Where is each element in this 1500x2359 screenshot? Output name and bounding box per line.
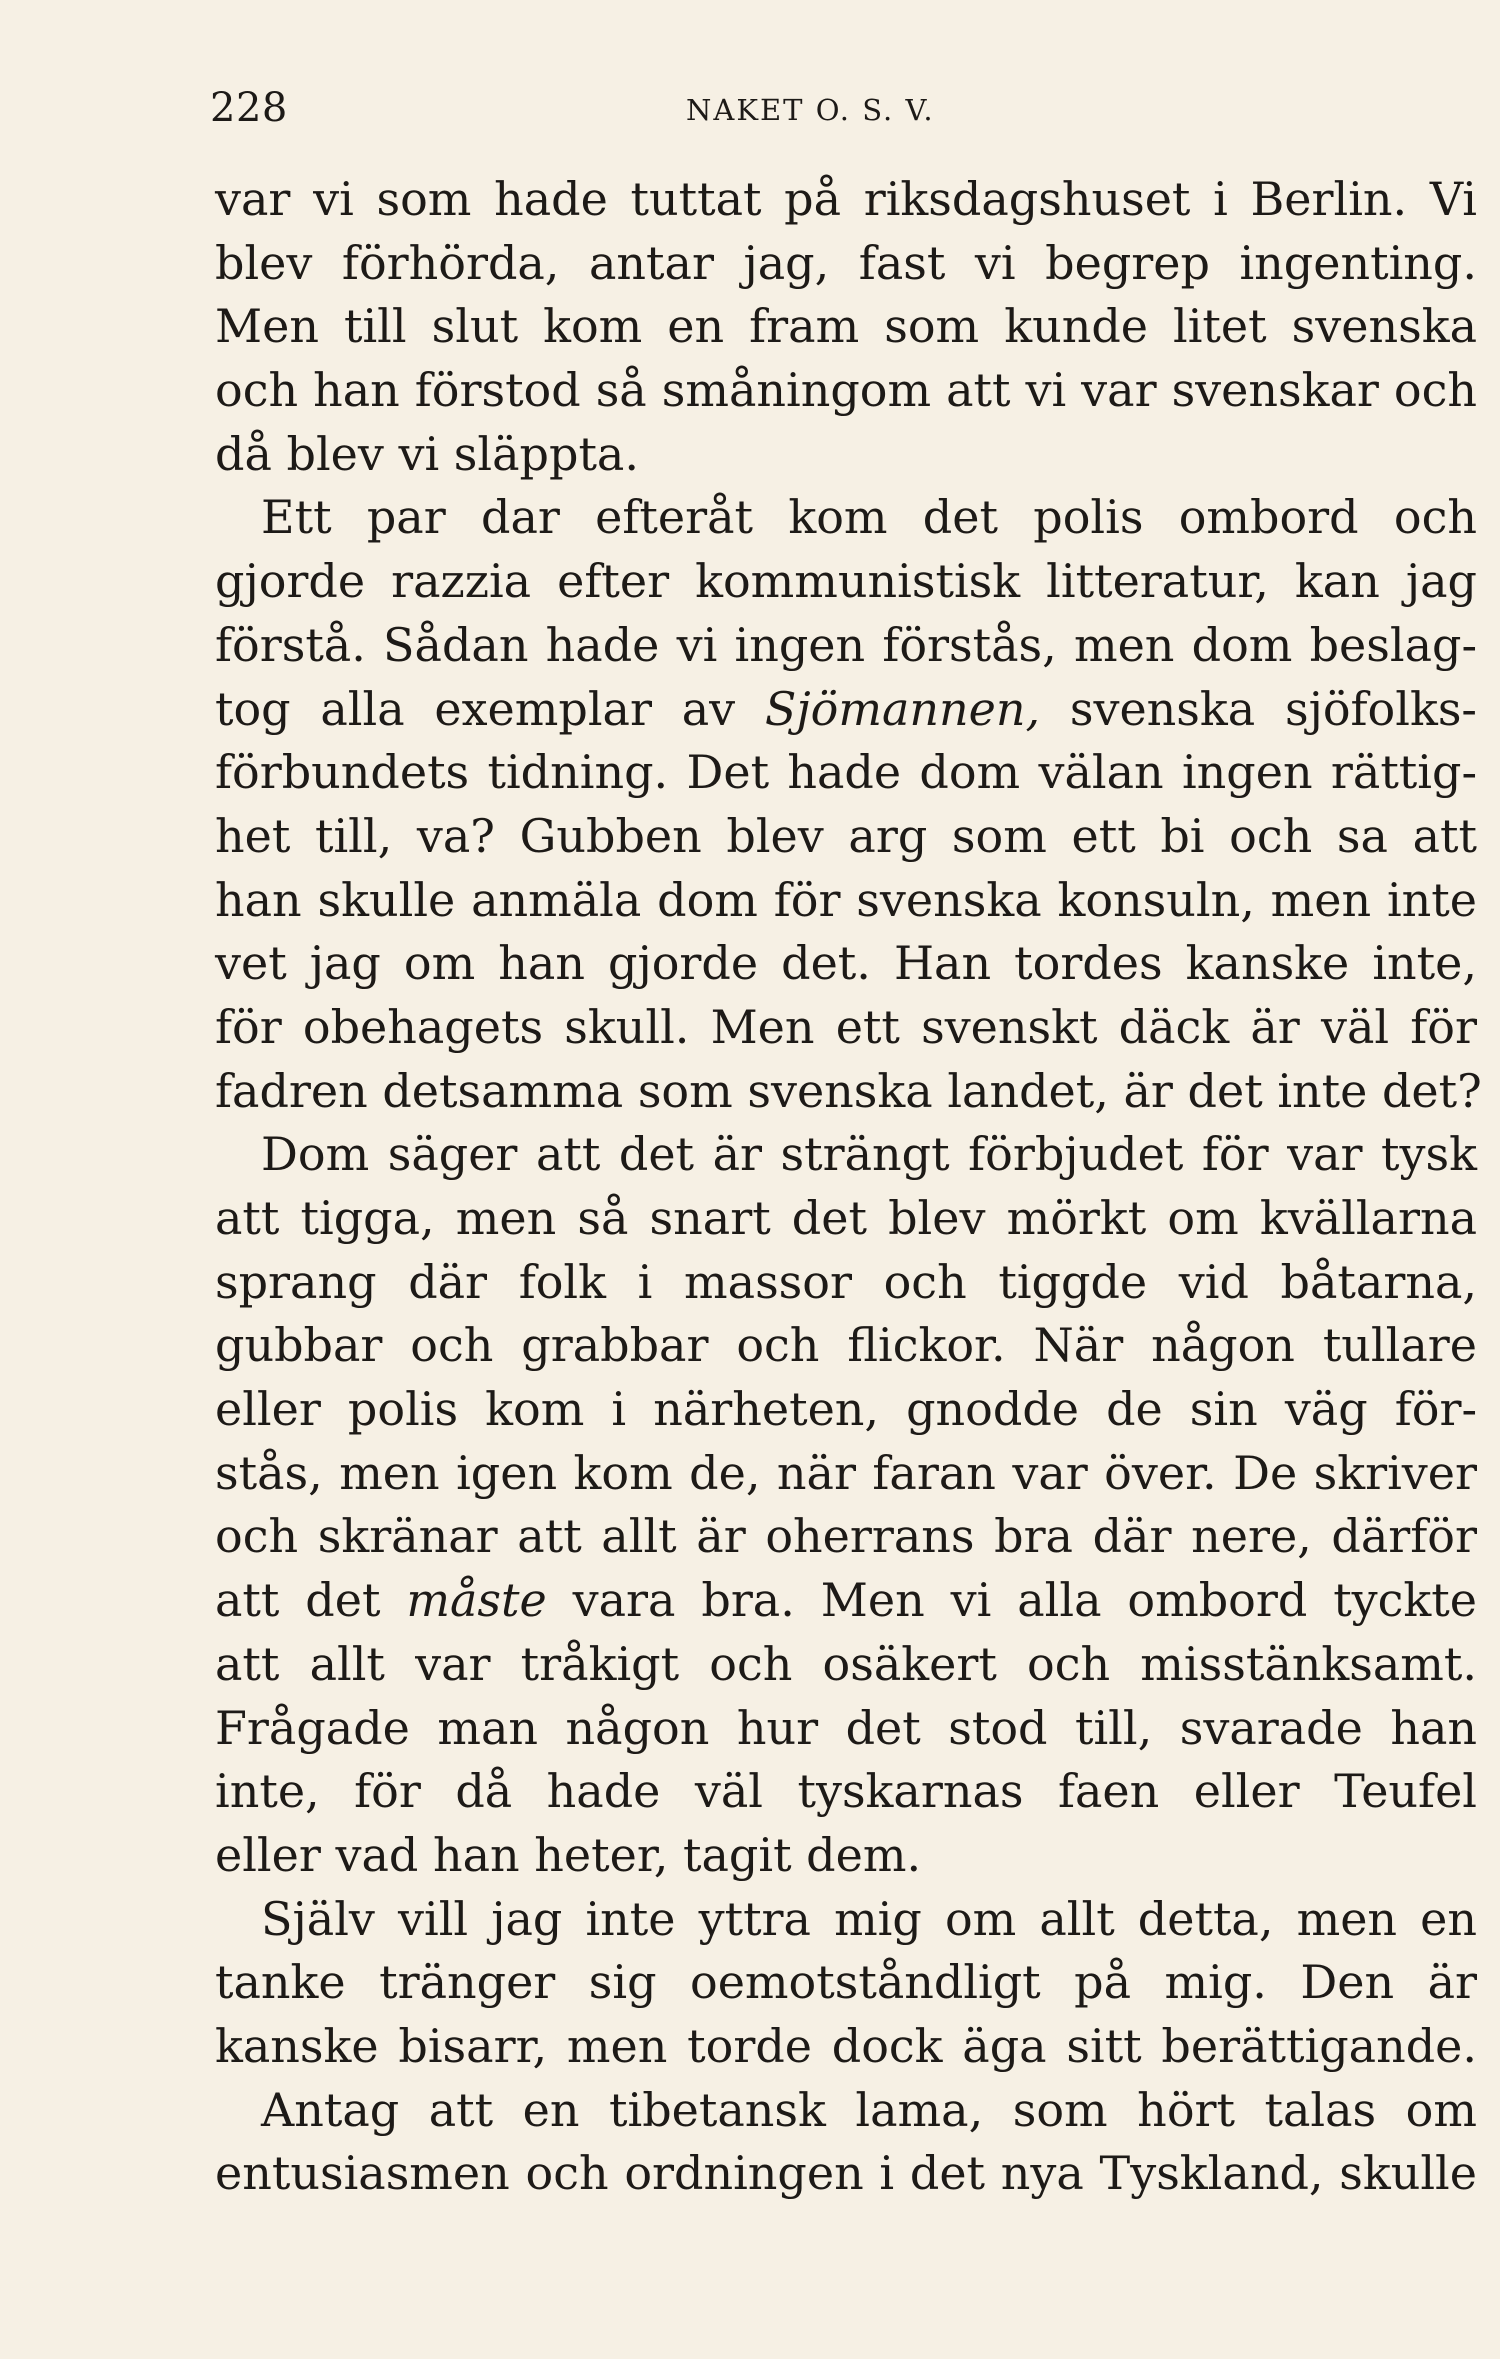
page-number: 228	[210, 85, 288, 131]
text-line: sprang där folk i massor och tiggde vid båtarna,	[215, 1254, 1477, 1309]
text-line: då blev vi släppta.	[215, 426, 639, 481]
text-line: entusiasmen och ordningen i det nya Tyskland, skulle	[215, 2146, 1477, 2201]
text-line: att allt var tråkigt och osäkert och misstänksamt.	[215, 1636, 1477, 1691]
body-text	[215, 168, 1482, 2206]
text-line: Dom säger att det är strängt förbjudet för var tysk	[261, 1127, 1477, 1182]
page-header	[210, 78, 1480, 138]
text-line: förstå. Sådan hade vi ingen förstås, men dom beslag-	[215, 617, 1477, 672]
text-line: eller vad han heter, tagit dem.	[215, 1827, 922, 1882]
text-line: han skulle anmäla dom för svenska konsuln, men inte	[215, 872, 1477, 927]
text-line: inte, för då hade väl tyskarnas faen eller Teufel	[215, 1764, 1477, 1819]
text-line: för obehagets skull. Men ett svenskt däck är väl för	[215, 999, 1477, 1054]
text-line: och skränar att allt är oherrans bra där nere, därför	[215, 1509, 1477, 1564]
text-line: Själv vill jag inte yttra mig om allt detta, men en	[261, 1891, 1477, 1946]
running-title: NAKET O. S. V.	[686, 93, 935, 127]
text-line: Frågade man någon hur det stod till, svarade han	[215, 1700, 1477, 1755]
text-line: eller polis kom i närheten, gnodde de sin väg för-	[215, 1382, 1477, 1437]
italic-emphasis: måste	[406, 1573, 547, 1628]
text-line: Antag att en tibetansk lama, som hört talas om	[261, 2082, 1477, 2137]
text-line	[215, 678, 1477, 742]
text-line	[215, 1569, 1477, 1633]
text-line: het till, va? Gubben blev arg som ett bi och sa att	[215, 808, 1477, 863]
text-line: gubbar och grabbar och flickor. När någon tullare	[215, 1318, 1477, 1373]
text-line: kanske bisarr, men torde dock äga sitt berättigande.	[215, 2018, 1477, 2073]
text-line: stås, men igen kom de, när faran var över. De skriver	[215, 1445, 1477, 1500]
text-line: blev förhörda, antar jag, fast vi begrep ingenting.	[215, 235, 1477, 290]
text-line: var vi som hade tuttat på riksdagshuset i Berlin. Vi	[215, 172, 1477, 226]
text-line: att tigga, men så snart det blev mörkt om kvällarna	[215, 1191, 1477, 1245]
text-line: tanke tränger sig oemotståndligt på mig. Den är	[215, 1955, 1477, 2010]
italic-title: Sjömannen,	[764, 681, 1041, 736]
text-line: gjorde razzia efter kommunistisk litteratur, kan jag	[215, 554, 1477, 609]
text-line: Ett par dar efteråt kom det polis ombord och	[261, 490, 1477, 545]
text-run: vara bra. Men vi alla ombord tyckte	[546, 1573, 1478, 1628]
text-run: att det	[215, 1573, 407, 1628]
text-line: och han förstod så småningom att vi var svenskar och	[215, 363, 1477, 418]
text-line: förbundets tidning. Det hade dom välan ingen rättig-	[215, 745, 1477, 800]
text-run: tog alla exemplar av	[215, 681, 765, 736]
text-line: fadren detsamma som svenska landet, är det inte det?	[215, 1063, 1482, 1118]
text-line: Men till slut kom en fram som kunde litet svenska	[215, 299, 1477, 354]
text-line: vet jag om han gjorde det. Han tordes kanske inte,	[215, 936, 1477, 991]
text-run: svenska sjöfolks-	[1040, 681, 1477, 736]
